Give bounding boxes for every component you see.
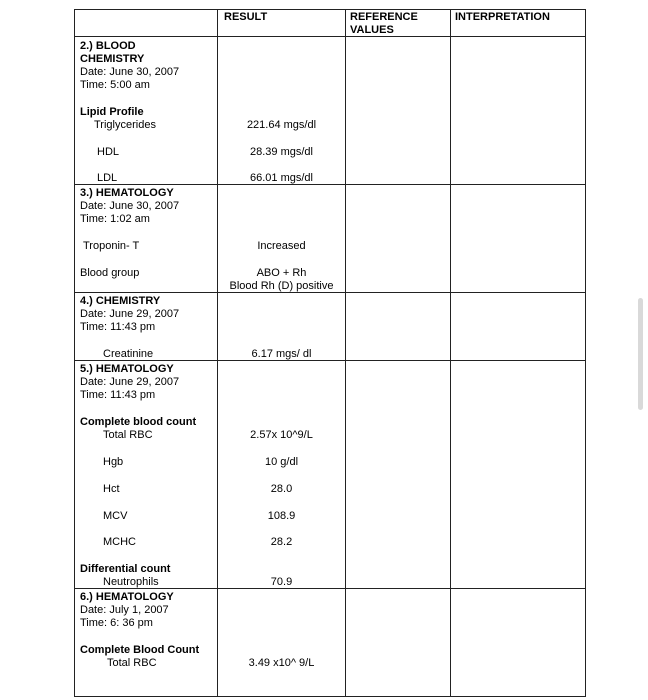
section-3-title: 3.) HEMATOLOGY — [80, 187, 174, 199]
table-bottom-border — [74, 696, 586, 697]
section-4-time: Time: 11:43 pm — [80, 321, 156, 333]
hdl-label: HDL — [97, 146, 120, 158]
header-row-divider — [74, 36, 586, 37]
reference-column-divider — [345, 9, 346, 696]
hgb-result: 10 g/dl — [264, 456, 299, 468]
section-6-title: 6.) HEMATOLOGY — [80, 591, 174, 603]
neutrophils-result: 70.9 — [270, 576, 293, 588]
total-rbc-result-2: 3.49 x10^ 9/L — [248, 657, 315, 669]
creatinine-result: 6.17 mgs/ dl — [251, 348, 312, 360]
total-rbc-label-2: Total RBC — [107, 657, 157, 669]
triglycerides-result: 221.64 mgs/dl — [246, 119, 317, 131]
triglycerides-label: Triglycerides — [94, 119, 156, 131]
hct-result: 28.0 — [270, 483, 293, 495]
mcv-result: 108.9 — [267, 510, 296, 522]
complete-blood-count-heading: Complete blood count — [80, 416, 197, 428]
troponin-result: Increased — [257, 240, 306, 252]
section-4-date: Date: June 29, 2007 — [80, 308, 180, 320]
table-right-border — [585, 9, 586, 696]
section-5-date: Date: June 29, 2007 — [80, 376, 180, 388]
section-2-time: Time: 5:00 am — [80, 79, 150, 91]
section-6-date: Date: July 1, 2007 — [80, 604, 169, 616]
result-column-header: RESULT — [224, 11, 268, 23]
vertical-scrollbar[interactable] — [638, 298, 643, 410]
mcv-label: MCV — [103, 510, 128, 522]
mchc-result: 28.2 — [270, 536, 293, 548]
section-2-title: 2.) BLOOD — [80, 40, 136, 52]
blood-group-label: Blood group — [80, 267, 140, 279]
section-2-date: Date: June 30, 2007 — [80, 66, 180, 78]
section-4-title: 4.) CHEMISTRY — [80, 295, 161, 307]
total-rbc-result: 2.57x 10^9/L — [250, 429, 313, 441]
section-5-title: 5.) HEMATOLOGY — [80, 363, 174, 375]
differential-count-heading: Differential count — [80, 563, 171, 575]
table-left-border — [74, 9, 75, 696]
creatinine-label: Creatinine — [103, 348, 154, 360]
section-5-time: Time: 11:43 pm — [80, 389, 156, 401]
reference-values-column-header: REFERENCE VALUES — [350, 11, 418, 36]
blood-group-result-detail: Blood Rh (D) positive — [229, 280, 334, 292]
troponin-label: Troponin- T — [83, 240, 140, 252]
mchc-label: MCHC — [103, 536, 136, 548]
hdl-result: 28.39 mgs/dl — [250, 146, 313, 158]
table-top-border — [74, 9, 586, 10]
section-6-time: Time: 6: 36 pm — [80, 617, 153, 629]
lipid-profile-heading: Lipid Profile — [80, 106, 144, 118]
hct-label: Hct — [103, 483, 120, 495]
complete-blood-count-heading-2: Complete Blood Count — [80, 644, 200, 656]
neutrophils-label: Neutrophils — [103, 576, 159, 588]
hgb-label: Hgb — [103, 456, 124, 468]
total-rbc-label: Total RBC — [103, 429, 153, 441]
ldl-label: LDL — [97, 172, 118, 184]
section-3-time: Time: 1:02 am — [80, 213, 150, 225]
section-2-title-cont: CHEMISTRY — [80, 53, 145, 65]
section-3-date: Date: June 30, 2007 — [80, 200, 180, 212]
ldl-result: 66.01 mgs/dl — [250, 172, 313, 184]
interpretation-column-divider — [450, 9, 451, 696]
interpretation-column-header: INTERPRETATION — [455, 11, 550, 23]
blood-group-result: ABO + Rh — [256, 267, 307, 279]
